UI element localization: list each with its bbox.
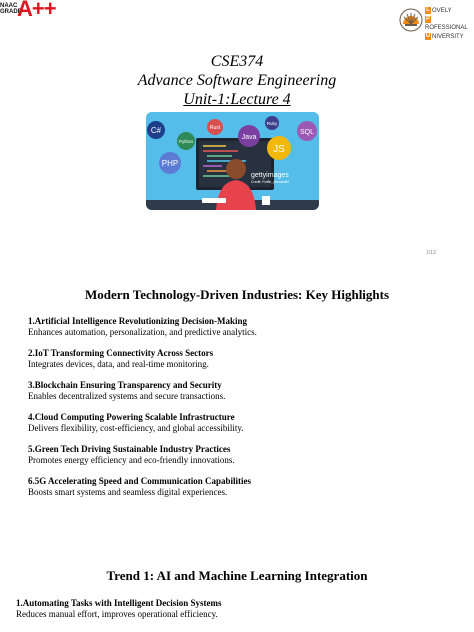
slide2-heading: Modern Technology-Driven Industries: Key Highlights bbox=[84, 287, 390, 302]
slide3-heading: Trend 1: AI and Machine Learning Integration bbox=[106, 568, 368, 583]
item-desc: Integrates devices, data, and real-time monitoring. bbox=[28, 359, 209, 369]
php-label: PHP bbox=[161, 159, 179, 168]
item-desc: Enables decentralized systems and secure transactions. bbox=[28, 391, 226, 401]
js-label: JS bbox=[273, 144, 285, 155]
initial-l: L bbox=[426, 7, 430, 13]
rust-label: Rust bbox=[209, 125, 221, 131]
university-line-3: NIVERSITY bbox=[432, 33, 464, 40]
csharp-label: C# bbox=[150, 126, 162, 135]
initial-p: P bbox=[425, 15, 430, 22]
unit-lecture: Unit-1:Lecture 4 bbox=[183, 91, 291, 108]
initial-u: U bbox=[425, 32, 431, 39]
item-desc: Delivers flexibility, cost-efficiency, and global accessibility. bbox=[28, 423, 244, 433]
university-line-2: ROFESSIONAL bbox=[425, 25, 468, 31]
programmer-illustration bbox=[146, 112, 319, 210]
item-title: 1.Automating Tasks with Intelligent Decision Systems bbox=[16, 598, 222, 608]
item-title: 1.Artificial Intelligence Revolutionizing Decision-Making bbox=[28, 316, 247, 326]
sql-label: SQL bbox=[299, 129, 315, 136]
course-code: CSE374 bbox=[210, 53, 264, 70]
title-slide bbox=[0, 0, 474, 262]
hero-image bbox=[146, 112, 319, 210]
item-title: 3.Blockchain Ensuring Transparency and Security bbox=[28, 380, 222, 390]
watermark-text: gettyimages bbox=[251, 172, 289, 179]
item-title: 5.Green Tech Driving Sustainable Industry Practices bbox=[28, 444, 231, 454]
java-label: Java bbox=[241, 134, 257, 141]
list-item bbox=[28, 380, 225, 402]
page-number: 1/13 bbox=[426, 250, 436, 256]
ruby-label: Ruby bbox=[266, 121, 278, 126]
slide-title-block bbox=[0, 52, 474, 109]
list-item bbox=[28, 412, 244, 434]
naac-grade: A++ bbox=[17, 0, 56, 21]
list-item bbox=[16, 598, 222, 620]
item-title: 4.Cloud Computing Powering Scalable Infrastructure bbox=[28, 412, 235, 422]
item-desc: Promotes energy efficiency and eco-friendly innovations. bbox=[28, 455, 235, 465]
naac-logo bbox=[0, 0, 72, 22]
course-name: Advance Software Engineering bbox=[137, 72, 337, 89]
item-title: 2.IoT Transforming Connectivity Across Sectors bbox=[28, 348, 214, 358]
credit-text: Credit: Ruffin_Alexander bbox=[251, 180, 290, 184]
python-label: Python bbox=[178, 139, 194, 144]
list-item bbox=[28, 476, 251, 498]
item-desc: Boosts smart systems and seamless digital experiences. bbox=[28, 487, 228, 497]
item-desc: Enhances automation, personalization, and predictive analytics. bbox=[28, 327, 257, 337]
naac-label: NAAC bbox=[0, 3, 18, 9]
item-desc: Reduces manual effort, improves operational efficiency. bbox=[16, 609, 218, 619]
university-line-1: OVELY bbox=[432, 8, 452, 14]
list-item bbox=[28, 316, 257, 338]
list-item bbox=[28, 444, 235, 466]
list-item bbox=[28, 348, 213, 370]
university-emblem-icon bbox=[399, 8, 423, 32]
university-logo bbox=[397, 6, 469, 40]
naac-grade-label: GRADE bbox=[0, 9, 22, 15]
item-title: 6.5G Accelerating Speed and Communication Capabilities bbox=[28, 476, 252, 486]
